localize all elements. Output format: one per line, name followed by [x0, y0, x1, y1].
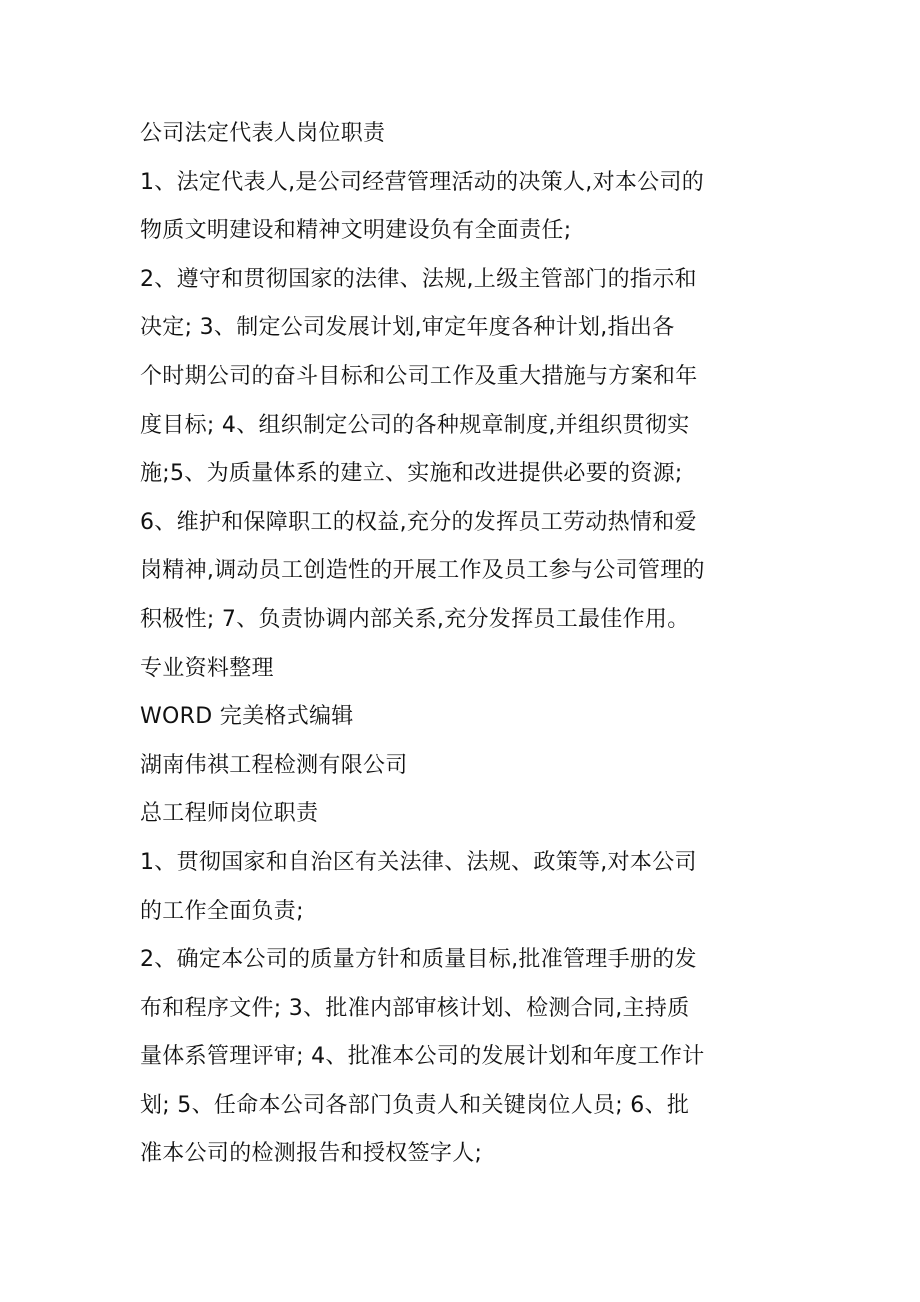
company-name: 湖南伟祺工程检测有限公司 [140, 752, 408, 778]
paragraph-line: 个时期公司的奋斗目标和公司工作及重大措施与方案和年 [140, 363, 698, 389]
paragraph-line: 布和程序文件; 3、批准内部审核计划、检测合同,主持质 [140, 995, 690, 1021]
paragraph-line: 岗精神,调动员工创造性的开展工作及员工参与公司管理的 [140, 558, 705, 584]
footer-note-word-format: WORD 完美格式编辑 [140, 704, 354, 730]
paragraph-line: 物质文明建设和精神文明建设负有全面责任; [140, 218, 572, 244]
paragraph-line: 量体系管理评审; 4、批准本公司的发展计划和年度工作计 [140, 1044, 705, 1070]
document-page [140, 110, 800, 1179]
paragraph-line: 1、贯彻国家和自治区有关法律、法规、政策等,对本公司 [140, 849, 697, 875]
paragraph-line: 1、法定代表人,是公司经营管理活动的决策人,对本公司的 [140, 169, 705, 195]
paragraph-line: 2、确定本公司的质量方针和质量目标,批准管理手册的发 [140, 947, 697, 973]
paragraph-line: 度目标; 4、组织制定公司的各种规章制度,并组织贯彻实 [140, 412, 690, 438]
paragraph-line: 划; 5、任命本公司各部门负责人和关键岗位人员; 6、批 [140, 1092, 690, 1118]
footer-note-professional: 专业资料整理 [140, 655, 274, 681]
paragraph-line: 准本公司的检测报告和授权签字人; [140, 1141, 483, 1167]
paragraph-line: 的工作全面负责; [140, 898, 304, 924]
section-title-legal-representative: 公司法定代表人岗位职责 [140, 121, 386, 146]
paragraph-line: 决定; 3、制定公司发展计划,审定年度各种计划,指出各 [140, 315, 675, 341]
paragraph-line: 2、遵守和贯彻国家的法律、法规,上级主管部门的指示和 [140, 266, 697, 292]
paragraph-line: 6、维护和保障职工的权益,充分的发挥员工劳动热情和爱 [140, 509, 697, 535]
paragraph-line: 施;5、为质量体系的建立、实施和改进提供必要的资源; [140, 461, 683, 487]
paragraph-line: 积极性; 7、负责协调内部关系,充分发挥员工最佳作用。 [140, 606, 690, 632]
section-title-chief-engineer: 总工程师岗位职责 [140, 801, 319, 827]
